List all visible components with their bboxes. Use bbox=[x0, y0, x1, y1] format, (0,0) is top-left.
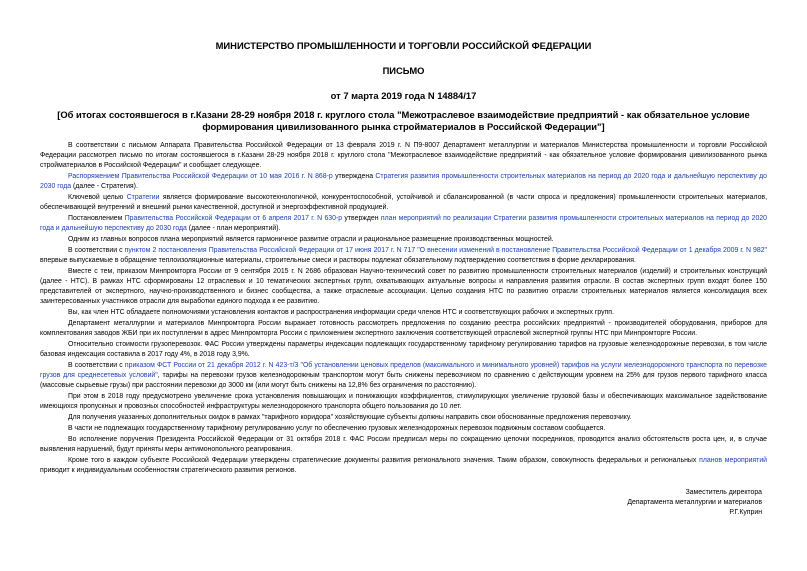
paragraph-3 bbox=[40, 193, 767, 213]
paragraph-text: Кроме того в каждом субъекте Российской Федерации утверждены стратегические документы развития регионального значения. Таким образом, совокупность федеральных и региональных bbox=[68, 457, 700, 464]
link-government-order-630[interactable]: Правительства Российской Федерации от 6 апреля 2017 г. N 630-р bbox=[124, 215, 343, 222]
paragraph-10: Относительно стоимости грузоперевозок. ФАС России утверждены параметры индексации подлежащих государственному тарифному регулированию тарифов на грузовые железнодорожные перевозки, в том числе базовая индексация составила в 2017 году 4%, в 2018 году 3,9%. bbox=[40, 341, 767, 358]
paragraph-text: утвержден bbox=[342, 215, 381, 222]
link-resolution-717[interactable]: пунктом 2 постановления Правительства Российской Федерации от 17 июня 2017 г. N 717 "О внесении изменений в постановление Правительства Российской Федерации от 1 декабря 2009 г. N 982" bbox=[124, 247, 767, 254]
paragraph-text: , тарифы на перевозки грузов железнодорожным транспортом могут быть снижены перевозчиком по сравнению с действующим уровнем на 25% для грузов первого тарифного класса (массовые сырьевые грузы) при расстоянии перевозки до 3000 км (или могут быть снижены на 12,8% без ограничения по расстоянию). bbox=[40, 372, 767, 389]
paragraph-8: Вы, как член НТС обладаете полномочиями установления контактов и распространения информации среди членов НТС и соответствующих рабочих и экспертных групп. bbox=[68, 309, 614, 316]
document-subject: [Об итогах состоявшегося в г.Казани 28-29 ноября 2018 г. круглого стола "Межотраслевое взаимодействие предприятий - как обязательное условие формирования цивилизованного рынка стройматериалов в Российской Федерации"] bbox=[57, 109, 750, 132]
link-action-plans[interactable]: планов мероприятий bbox=[699, 457, 768, 464]
link-fst-order-423[interactable]: приказом ФСТ России от 21 декабря 2012 г. N 423-т/3 "Об установлении ценовых пределов (максимального и минимального уровней) тарифов на услуги железнодорожного транспорта по перевозке грузов для среднесетевых условий" bbox=[40, 362, 767, 379]
paragraph-text: В соответствии с bbox=[68, 362, 125, 369]
paragraph-text: является формирование высокотехнологичной, конкурентоспособной, устойчивой и сбалансированной (в части спроса и предложения) промышленности строительных материалов, обеспечивающей внутренний и внешний рынки качественной, доступной и энергоэффективной продукцией. bbox=[40, 194, 767, 211]
signature-block bbox=[40, 488, 767, 518]
paragraph-text: впервые выпускаемые в обращение теплоизоляционные материалы, строительные смеси и растворы подлежат обязательному подтверждению соответствия в форме декларирования. bbox=[40, 257, 636, 264]
paragraph-1: В соответствии с письмом Аппарата Правительства Российской Федерации от 13 февраля 2019 г. N П9-8007 Департамент металлургии и материалов Министерства промышленности и торговли Российской Федерации рассмотрел письмо по итогам состоявшегося в г.Казани 28-29 ноября 2018 г. круглого стола "Межотраслевое взаимодействие предприятий - как обязательное условие формирования цивилизованного рынка стройматериалов в Российской Федерации" и сообщает следующее. bbox=[40, 142, 767, 169]
paragraph-5: Одним из главных вопросов плана мероприятий является гармоничное развитие отрасли и рациональное размещение производственных мощностей. bbox=[68, 236, 554, 243]
paragraph-2 bbox=[40, 172, 767, 192]
letter-body bbox=[40, 141, 767, 476]
paragraph-15: Во исполнение поручения Президента Российской Федерации от 31 октября 2018 г. ФАС России предписал меры по сокращению цепочки посредников, проводится анализ обстоятельств роста цен, и, в случае выявления нарушений, будут приняты меры антимонопольного реагирования. bbox=[40, 436, 767, 453]
paragraph-text: В соответствии с bbox=[68, 247, 125, 254]
signature-department: Департамента металлургии и материалов bbox=[627, 499, 762, 506]
paragraph-text: (далее - Стратегия). bbox=[71, 183, 138, 190]
link-strategy[interactable]: Стратегия развития промышленности строительных материалов на период до 2020 года и дальнейшую перспективу до 2030 года bbox=[40, 173, 768, 190]
paragraph-16 bbox=[40, 456, 767, 476]
paragraph-text: Ключевой целью bbox=[68, 194, 127, 201]
paragraph-text: утверждена bbox=[332, 173, 376, 180]
ministry-heading: МИНИСТЕРСТВО ПРОМЫШЛЕННОСТИ И ТОРГОВЛИ РОССИЙСКОЙ ФЕДЕРАЦИИ bbox=[215, 40, 592, 51]
paragraph-14: В части не подлежащих государственному тарифному регулированию услуг по обеспечению грузовых железнодорожных перевозок подвижным составом сообщается. bbox=[68, 425, 606, 432]
paragraph-9: Департамент металлургии и материалов Минпромторга России выражает готовность рассмотреть предложения по созданию реестра российских предприятий - производителей оборудования, приборов для комплектования заводов ЖБИ при их поступлении в адрес Минпромторга России с приложением экспертного заключения соответствующей отраслевой экспертной группы НТС при Минпромторге России. bbox=[40, 320, 767, 337]
paragraph-12: При этом в 2018 году предусмотрено увеличение срока установления повышающих и понижающих коэффициентов, стимулирующих увеличение грузовой базы и обеспечивающих максимальное задействование имеющихся пропускных и провозных способностей инфраструктуры железнодорожного транспорта общего пользования до 10 лет. bbox=[40, 393, 767, 410]
paragraph-6 bbox=[40, 246, 767, 266]
paragraph-text: (далее - план мероприятий). bbox=[186, 225, 281, 232]
paragraph-text: Постановлением bbox=[68, 215, 125, 222]
paragraph-7: Вместе с тем, приказом Минпромторга России от 9 сентября 2015 г. N 2686 образован Научно-технический совет по развитию промышленности строительных материалов (изделий) и строительных конструкций (далее - НТС). В рамках НТС сформированы 12 отраслевых и 10 тематических экспертных групп, охватывающих актуальные вопросы и направления развития отрасли. В состав экспертных групп входят более 150 представителей от экспертного, научно-производственного и бизнес сообщества, а также отраслевые ассоциации. Целью создания НТС по развитию отрасли строительных материалов является консолидация всех заинтересованных участников отрасли для выработки единого подхода к ее развитию. bbox=[40, 268, 767, 305]
paragraph-4 bbox=[40, 214, 767, 234]
paragraph-11 bbox=[40, 361, 767, 391]
document-type: ПИСЬМО bbox=[382, 65, 425, 76]
link-government-order-868[interactable]: Распоряжением Правительства Российской Федерации от 10 мая 2016 г. N 868-р bbox=[68, 173, 333, 180]
link-action-plan[interactable]: план мероприятий по реализации Стратегии развития промышленности строительных материалов на период до 2020 года и дальнейшую перспективу до 2030 года bbox=[40, 215, 768, 232]
signature-name: Р.Г.Куприн bbox=[729, 509, 762, 516]
signature-position: Заместитель директора bbox=[685, 489, 762, 496]
paragraph-13: Для получения указанных дополнительных скидок в рамках "тарифного коридора" хозяйствующие субъекты должны направить свои обоснованные предложения перевозчику. bbox=[68, 414, 632, 421]
paragraph-text: приводит к индивидуальным особенностям стратегического развития регионов. bbox=[40, 467, 297, 474]
link-strategy-short[interactable]: Стратегии bbox=[126, 194, 160, 201]
document-date-number: от 7 марта 2019 года N 14884/17 bbox=[330, 90, 477, 101]
